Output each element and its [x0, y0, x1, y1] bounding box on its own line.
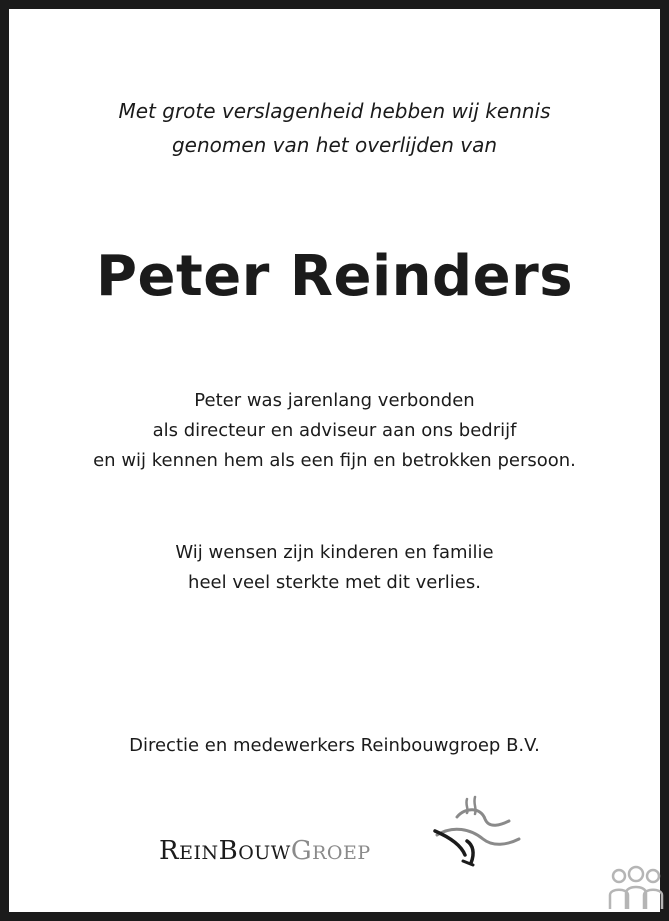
deceased-name: Peter Reinders	[95, 244, 574, 309]
tribute-line-3: en wij kennen hem als een fijn en betrokken persoon.	[93, 450, 576, 471]
tribute-paragraph	[9, 386, 660, 476]
intro-line-2: genomen van het overlijden van	[171, 133, 498, 157]
reinbouwgroep-logo-text: REINBOUWGROEP	[159, 836, 371, 866]
tribute-line-1: Peter was jarenlang verbonden	[194, 390, 475, 411]
condolence-paragraph	[9, 538, 660, 598]
condolence-line-1: Wij wensen zijn kinderen en familie	[175, 542, 494, 563]
signature: Directie en medewerkers Reinbouwgroep B.V.	[129, 735, 540, 756]
intro-line-1: Met grote verslagenheid hebben wij kennis	[118, 99, 551, 123]
family-group-icon	[607, 865, 665, 911]
reinbouw-swan-icon	[427, 795, 523, 873]
condolence-line-2: heel veel sterkte met dit verlies.	[188, 572, 481, 593]
intro-text	[9, 94, 660, 162]
tribute-line-2: als directeur en adviseur aan ons bedrijf	[152, 420, 517, 441]
